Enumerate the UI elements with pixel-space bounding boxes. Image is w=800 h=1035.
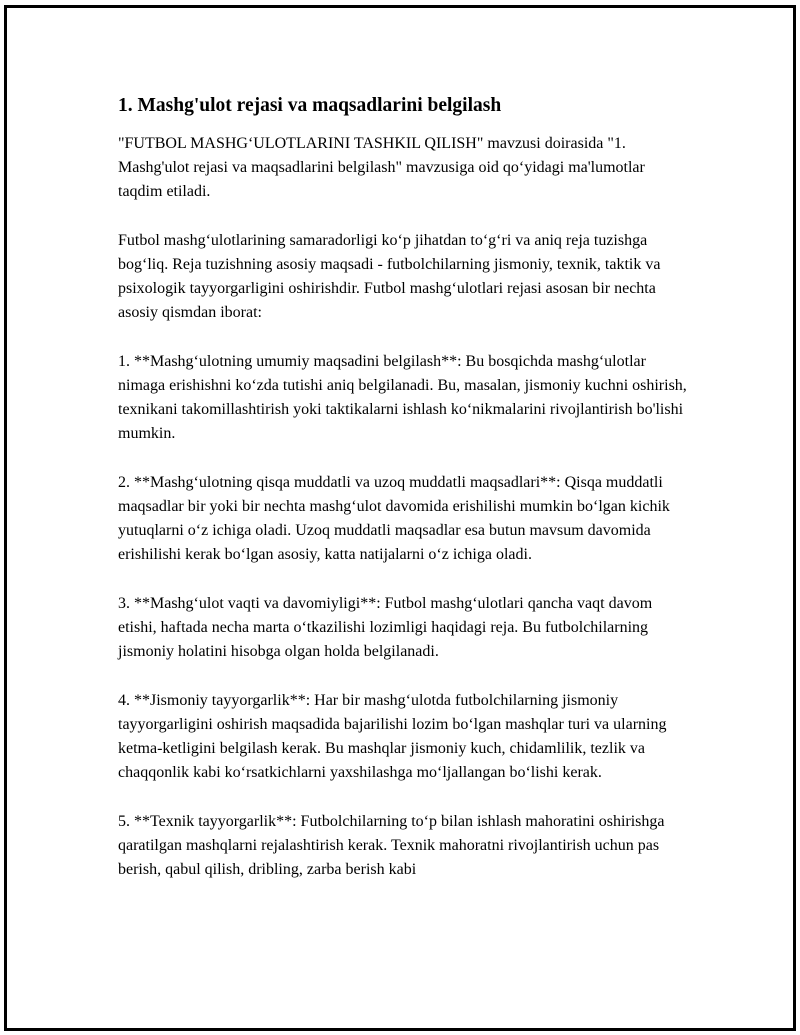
intro-paragraph: "FUTBOL MASHG‘ULOTLARINI TASHKIL QILISH" mavzusi doirasida "1. Mashg'ulot rejasi va maqsadlarini belgilash" mavzusiga oid qo‘yidagi ma'lumotlar taqdim etiladi. <box>118 135 645 201</box>
list-item-5: 5. **Texnik tayyorgarlik**: Futbolchilarning to‘p bilan ishlash mahoratini oshirishga qaratilgan mashqlarni rejalashtirish kerak. Texnik mahoratni rivojlantirish uchun pas berish, qabul qilish, dribling, zarba berish kabi <box>118 812 665 878</box>
overview-paragraph: Futbol mashg‘ulotlarining samaradorligi ko‘p jihatdan to‘g‘ri va aniq reja tuzishga bog‘liq. Reja tuzishning asosiy maqsadi - futbolchilarning jismoniy, texnik, taktik va psixologik tayyorgarligini oshirishdir. Futbol mashg‘ulotlari rejasi asosan bir nechta asosiy qismdan iborat: <box>118 231 661 322</box>
list-item-4: 4. **Jismoniy tayyorgarlik**: Har bir mashg‘ulotda futbolchilarning jismoniy tayyorgarligini oshirish maqsadida bajarilishi lozim bo‘lgan mashqlar turi va ularning ketma-ketligini belgilash kerak. Bu mashqlar jismoniy kuch, chidamlilik, tezlik va chaqqonlik kabi ko‘rsatkichlarni yaxshilashga mo‘ljallangan bo‘lishi kerak. <box>118 691 667 782</box>
list-item-3: 3. **Mashg‘ulot vaqti va davomiyligi**: Futbol mashg‘ulotlari qancha vaqt davom etishi, haftada necha marta o‘tkazilishi lozimligi haqidagi reja. Bu futbolchilarning jismoniy holatini hisobga olgan holda belgilanadi. <box>118 594 653 661</box>
list-item-2: 2. **Mashg‘ulotning qisqa muddatli va uzoq muddatli maqsadlari**: Qisqa muddatli maqsadlar bir yoki bir nechta mashg‘ulot davomida erishilishi mumkin bo‘lgan kichik yutuqlarni o‘z ichiga oladi. Uzoq muddatli maqsadlar esa butun mavsum davomida erishilishi kerak bo‘lgan asosiy, katta natijalarni o‘z ichiga oladi. <box>118 473 670 564</box>
section-heading: 1. Mashg'ulot rejasi va maqsadlarini belgilash <box>118 95 502 116</box>
list-item-1: 1. **Mashg‘ulotning umumiy maqsadini belgilash**: Bu bosqichda mashg‘ulotlar nimaga erishishni ko‘zda tutishi aniq belgilanadi. Bu, masalan, jismoniy kuchni oshirish, texnikani takomillashtirish yoki taktikalarni ishlash ko‘nikmalarini rivojlantirish bo'lishi mumkin. <box>118 352 687 443</box>
document-body <box>118 92 688 906</box>
